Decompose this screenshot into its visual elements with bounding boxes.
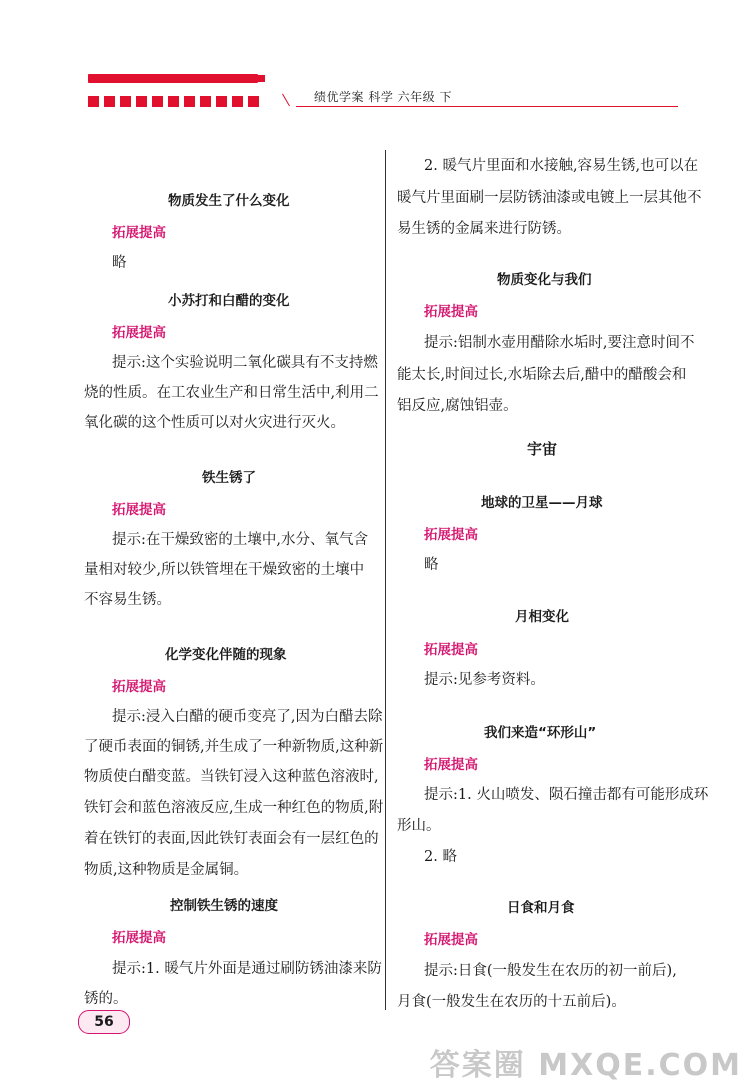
running-header: 绩优学案 科学 六年级 下 <box>314 90 452 104</box>
answer-text: 量相对较少,所以铁管埋在干燥致密的土壤中 <box>84 562 365 578</box>
page-number: 56 <box>78 1010 130 1034</box>
section-title: 我们来造“环形山” <box>484 725 597 741</box>
answer-text: 提示:见参考资料。 <box>424 672 545 688</box>
answer-text: 能太长,时间过长,水垢除去后,醋中的醋酸会和 <box>397 367 687 383</box>
answer-text: 着在铁钉的表面,因此铁钉表面会有一层红色的 <box>84 831 379 847</box>
section-title: 物质变化与我们 <box>497 272 592 288</box>
answer-text: 提示:日食(一般发生在农历的初一前后), <box>424 963 677 979</box>
answer-text: 锈的。 <box>84 991 128 1007</box>
unit-title: 宇宙 <box>527 440 558 458</box>
section-label: 拓展提高 <box>424 757 478 773</box>
header-dash <box>244 75 253 82</box>
section-label: 拓展提高 <box>112 502 166 518</box>
answer-text: 略 <box>424 557 439 573</box>
answer-text: 提示:铝制水壶用醋除水垢时,要注意时间不 <box>424 335 695 351</box>
column-divider <box>385 150 386 1010</box>
section-title: 地球的卫星——月球 <box>481 495 603 511</box>
answer-text: 物质使白醋变蓝。当铁钉浸入这种蓝色溶液时, <box>84 769 379 785</box>
section-title: 控制铁生锈的速度 <box>170 898 278 914</box>
answer-text: 提示:浸入白醋的硬币变亮了,因为白醋去除 <box>112 709 383 725</box>
header-bar <box>88 74 258 83</box>
answer-text: 氧化碳的这个性质可以对火灾进行灭火。 <box>84 415 345 431</box>
section-title: 化学变化伴随的现象 <box>165 647 287 663</box>
section-label: 拓展提高 <box>112 225 166 241</box>
header-rule <box>296 106 678 107</box>
section-label: 拓展提高 <box>112 325 166 341</box>
section-title: 日食和月食 <box>507 900 575 916</box>
section-title: 月相变化 <box>515 609 569 625</box>
section-title: 物质发生了什么变化 <box>168 193 290 209</box>
section-label: 拓展提高 <box>424 932 478 948</box>
answer-text: 提示:1. 火山喷发、陨石撞击都有可能形成环 <box>424 787 709 803</box>
watermark: 答案圈 MXQE.COM <box>429 1048 742 1083</box>
section-label: 拓展提高 <box>424 642 478 658</box>
section-label: 拓展提高 <box>424 304 478 320</box>
section-label: 拓展提高 <box>424 527 478 543</box>
answer-text: 略 <box>112 255 127 271</box>
answer-text: 烧的性质。在工农业生产和日常生活中,利用二 <box>84 385 379 401</box>
answer-text: 2. 暖气片里面和水接触,容易生锈,也可以在 <box>424 158 699 174</box>
section-title: 铁生锈了 <box>202 470 256 486</box>
answer-text: 了硬币表面的铜锈,并生成了一种新物质,这种新 <box>84 739 384 755</box>
section-label: 拓展提高 <box>112 930 166 946</box>
answer-text: 暖气片里面刷一层防锈油漆或电镀上一层其他不 <box>397 190 702 206</box>
section-label: 拓展提高 <box>112 679 166 695</box>
header-notch <box>282 94 290 107</box>
answer-text: 铝反应,腐蚀铝壶。 <box>397 398 518 414</box>
answer-text: 提示:1. 暖气片外面是通过刷防锈油漆来防 <box>112 961 382 977</box>
section-title: 小苏打和白醋的变化 <box>168 293 290 309</box>
answer-text: 不容易生锈。 <box>84 592 171 608</box>
header-squares <box>88 96 259 107</box>
answer-text: 提示:在干燥致密的土壤中,水分、氧气含 <box>112 532 368 548</box>
answer-text: 形山。 <box>397 818 441 834</box>
answer-text: 铁钉会和蓝色溶液反应,生成一种红色的物质,附 <box>84 800 384 816</box>
header-dash <box>256 75 265 82</box>
answer-text: 提示:这个实验说明二氧化碳具有不支持燃 <box>112 355 378 371</box>
answer-text: 月食(一般发生在农历的十五前后)。 <box>397 994 626 1010</box>
answer-text: 物质,这种物质是金属铜。 <box>84 862 249 878</box>
answer-text: 2. 略 <box>424 849 457 865</box>
answer-text: 易生锈的金属来进行防锈。 <box>397 221 571 237</box>
